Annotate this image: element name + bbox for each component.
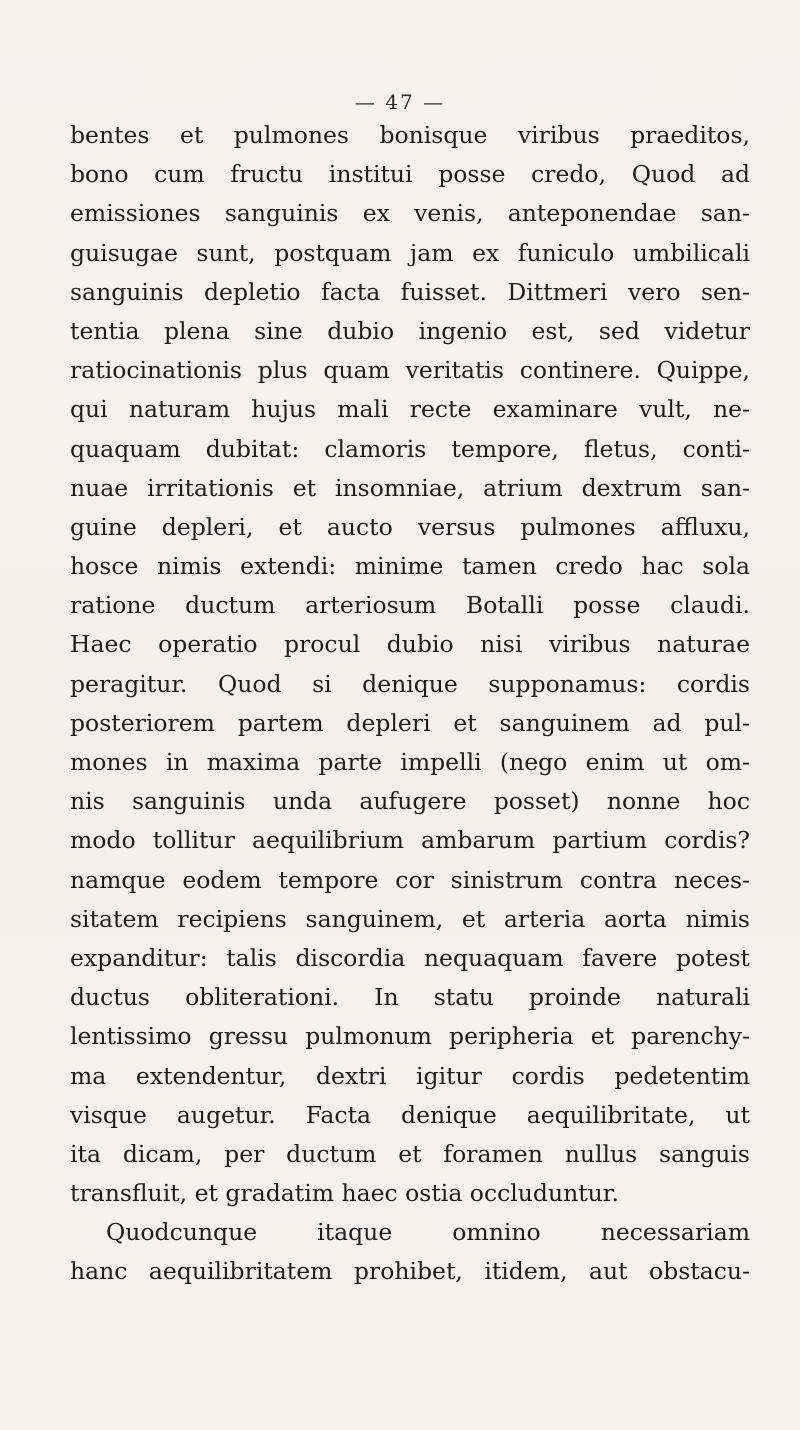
text-line: hosce nimis extendi: minime tamen credo hac sola bbox=[70, 552, 750, 581]
text-line: ita dicam, per ductum et foramen nullus sanguis bbox=[70, 1139, 750, 1168]
text-line: nuae irritationis et insomniae, atrium dextrum san- bbox=[70, 473, 750, 502]
body-text bbox=[70, 116, 750, 1292]
text-line: nis sanguinis unda aufugere posset) nonne hoc bbox=[70, 787, 750, 816]
text-line: ductus obliterationi. In statu proinde naturali bbox=[70, 983, 750, 1012]
text-line: bono cum fructu institui posse credo, Quod ad bbox=[70, 160, 750, 189]
text-line: posteriorem partem depleri et sanguinem ad pul- bbox=[70, 708, 750, 737]
text-line: emissiones sanguinis ex venis, anteponendae san- bbox=[70, 199, 750, 228]
text-line: Haec operatio procul dubio nisi viribus naturae bbox=[70, 630, 750, 659]
text-line: ma extendentur, dextri igitur cordis pedetentim bbox=[70, 1061, 750, 1090]
page-number: — 47 — bbox=[354, 90, 446, 114]
text-line: tentia plena sine dubio ingenio est, sed videtur bbox=[70, 316, 750, 345]
text-line: ratiocinationis plus quam veritatis continere. Quippe, bbox=[70, 356, 750, 385]
text-line: bentes et pulmones bonisque viribus praeditos, bbox=[70, 121, 750, 149]
text-line: namque eodem tempore cor sinistrum contra neces- bbox=[70, 865, 750, 894]
text-line: lentissimo gressu pulmonum peripheria et parenchy- bbox=[70, 1022, 750, 1051]
text-line: peragitur. Quod si denique supponamus: cordis bbox=[70, 669, 750, 698]
text-line: mones in maxima parte impelli (nego enim ut om- bbox=[70, 748, 750, 776]
text-line: modo tollitur aequilibrium ambarum partium cordis? bbox=[70, 826, 750, 855]
text-line: sanguinis depletio facta fuisset. Dittmeri vero sen- bbox=[70, 277, 750, 306]
text-line: ratione ductum arteriosum Botalli posse claudi. bbox=[70, 591, 750, 620]
text-line: guine depleri, et aucto versus pulmones affluxu, bbox=[70, 512, 750, 541]
text-line: qui naturam hujus mali recte examinare vult, ne- bbox=[70, 395, 750, 424]
text-line: hanc aequilibritatem prohibet, itidem, aut obstacu- bbox=[70, 1257, 750, 1286]
text-line: visque augetur. Facta denique aequilibritate, ut bbox=[70, 1100, 750, 1129]
text-line: Quodcunque itaque omnino necessariam bbox=[106, 1218, 750, 1247]
text-line: expanditur: talis discordia nequaquam favere potest bbox=[70, 943, 750, 972]
text-line: transfluit, et gradatim haec ostia occluduntur. bbox=[70, 1179, 619, 1208]
text-line: guisugae sunt, postquam jam ex funiculo umbilicali bbox=[70, 238, 750, 267]
text-line: sitatem recipiens sanguinem, et arteria aorta nimis bbox=[70, 904, 750, 933]
text-line: quaquam dubitat: clamoris tempore, fletus, conti- bbox=[70, 434, 750, 463]
